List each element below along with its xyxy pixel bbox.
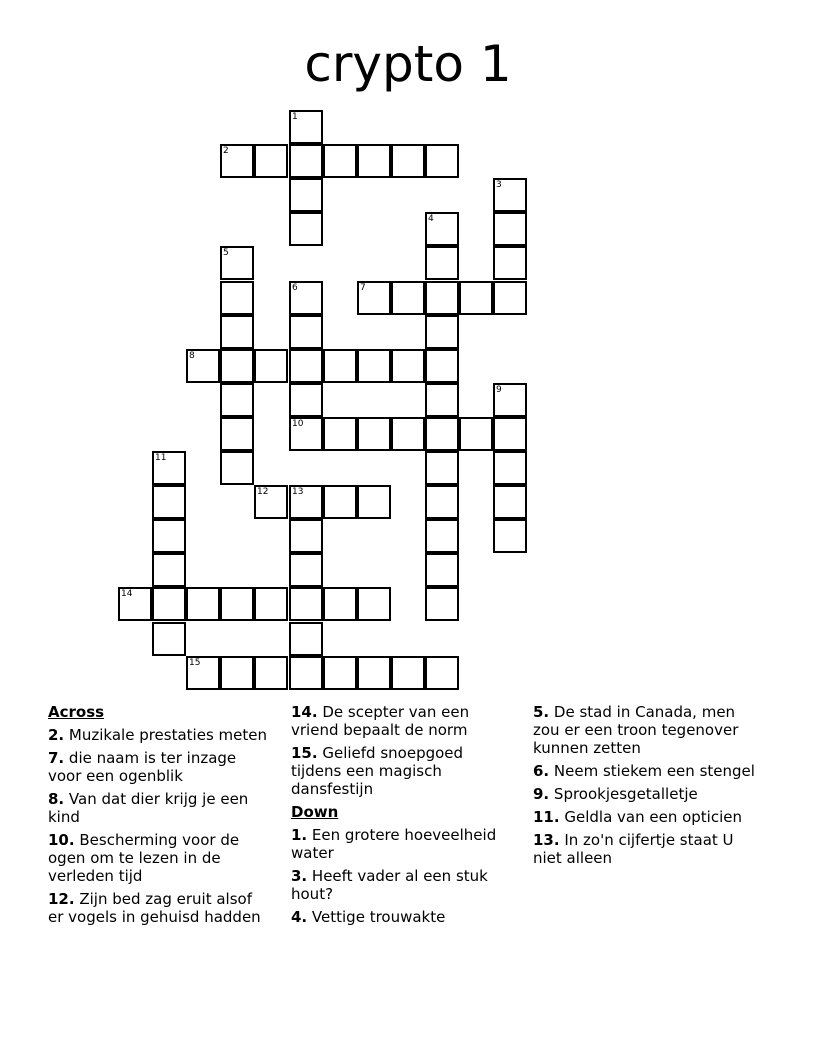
grid-cell[interactable] <box>323 144 357 178</box>
grid-cell[interactable] <box>220 383 254 417</box>
clue-number: 15. <box>291 744 318 762</box>
grid-cell[interactable] <box>118 587 152 621</box>
grid-cell[interactable] <box>425 144 459 178</box>
grid-cell[interactable] <box>323 349 357 383</box>
cell-number: 9 <box>496 385 502 395</box>
clue-down-9 <box>533 785 763 803</box>
grid-cell[interactable] <box>357 349 391 383</box>
clue-down-5 <box>533 703 763 757</box>
grid-cell[interactable] <box>289 553 323 587</box>
cell-number: 10 <box>292 419 304 429</box>
grid-cell[interactable] <box>425 212 459 246</box>
clue-number: 5. <box>533 703 550 721</box>
grid-cell[interactable] <box>289 178 323 212</box>
cell-number: 4 <box>428 214 434 224</box>
grid-cell[interactable] <box>493 178 527 212</box>
clue-number: 3. <box>291 867 308 885</box>
grid-cell[interactable] <box>493 417 527 451</box>
cell-number: 11 <box>155 453 167 463</box>
cell-number: 3 <box>496 180 502 190</box>
grid-cell[interactable] <box>323 417 357 451</box>
grid-cell[interactable] <box>459 417 493 451</box>
grid-cell[interactable] <box>493 383 527 417</box>
grid-cell[interactable] <box>186 349 220 383</box>
grid-cell[interactable] <box>357 281 391 315</box>
clue-number: 8. <box>48 790 65 808</box>
clue-across-2 <box>48 726 270 744</box>
grid-cell[interactable] <box>220 144 254 178</box>
across-heading: Across <box>48 703 105 721</box>
grid-cell[interactable] <box>391 417 425 451</box>
down-heading: Down <box>291 803 339 821</box>
cell-number: 5 <box>223 248 229 258</box>
cell-number: 12 <box>257 487 269 497</box>
clue-text: De scepter van een vriend bepaalt de norm <box>291 703 470 739</box>
grid-cell[interactable] <box>425 349 459 383</box>
grid-cell[interactable] <box>493 519 527 553</box>
grid-cell[interactable] <box>289 622 323 656</box>
clue-across-8 <box>48 790 270 826</box>
clue-number: 6. <box>533 762 550 780</box>
grid-cell[interactable] <box>391 144 425 178</box>
clue-down-3 <box>291 867 513 903</box>
clue-down-11 <box>533 808 763 826</box>
grid-cell[interactable] <box>289 417 323 451</box>
grid-cell[interactable] <box>220 417 254 451</box>
grid-cell[interactable] <box>220 587 254 621</box>
grid-cell[interactable] <box>425 553 459 587</box>
grid-cell[interactable] <box>459 281 493 315</box>
clue-number: 14. <box>291 703 318 721</box>
grid-cell[interactable] <box>357 144 391 178</box>
clue-across-14 <box>291 703 513 739</box>
clues-column-2 <box>291 703 513 931</box>
clue-text: De stad in Canada, men zou er een troon tegenover kunnen zetten <box>533 703 739 757</box>
grid-cell[interactable] <box>357 656 391 690</box>
grid-cell[interactable] <box>425 656 459 690</box>
grid-cell[interactable] <box>289 349 323 383</box>
grid-cell[interactable] <box>493 246 527 280</box>
grid-cell[interactable] <box>254 656 288 690</box>
clue-text: Van dat dier krijg je een kind <box>48 790 249 826</box>
grid-cell[interactable] <box>425 519 459 553</box>
grid-cell[interactable] <box>425 315 459 349</box>
grid-cell[interactable] <box>391 281 425 315</box>
grid-cell[interactable] <box>425 246 459 280</box>
clue-text: die naam is ter inzage voor een ogenblik <box>48 749 237 785</box>
clue-across-12 <box>48 890 270 926</box>
clue-number: 10. <box>48 831 75 849</box>
grid-cell[interactable] <box>220 281 254 315</box>
grid-cell[interactable] <box>357 485 391 519</box>
page-title: crypto 1 <box>304 35 512 93</box>
clue-down-13 <box>533 831 763 867</box>
grid-cell[interactable] <box>152 622 186 656</box>
grid-cell[interactable] <box>289 519 323 553</box>
cell-number: 6 <box>292 283 298 293</box>
grid-cell[interactable] <box>220 315 254 349</box>
grid-cell[interactable] <box>289 587 323 621</box>
grid-cell[interactable] <box>289 144 323 178</box>
clue-text: In zo'n cijfertje staat U niet alleen <box>533 831 734 867</box>
cell-number: 14 <box>121 589 133 599</box>
cell-number: 8 <box>189 351 195 361</box>
clue-text: Muzikale prestaties meten <box>68 726 267 744</box>
grid-cell[interactable] <box>289 383 323 417</box>
clue-across-7 <box>48 749 270 785</box>
grid-cell[interactable] <box>493 485 527 519</box>
grid-cell[interactable] <box>220 246 254 280</box>
clue-text: Bescherming voor de ogen om te lezen in de verleden tijd <box>48 831 240 885</box>
clue-text: Vettige trouwakte <box>311 908 446 926</box>
grid-cell[interactable] <box>254 349 288 383</box>
grid-cell[interactable] <box>152 587 186 621</box>
cell-number: 13 <box>292 487 304 497</box>
grid-cell[interactable] <box>425 587 459 621</box>
cell-number: 1 <box>292 112 298 122</box>
grid-cell[interactable] <box>323 587 357 621</box>
clues-column-1 <box>48 703 270 931</box>
grid-cell[interactable] <box>152 451 186 485</box>
clue-number: 2. <box>48 726 65 744</box>
clue-number: 9. <box>533 785 550 803</box>
cell-number: 7 <box>360 283 366 293</box>
clue-number: 7. <box>48 749 65 767</box>
clue-number: 1. <box>291 826 308 844</box>
grid-cell[interactable] <box>220 349 254 383</box>
grid-cell[interactable] <box>493 451 527 485</box>
grid-cell[interactable] <box>391 349 425 383</box>
grid-cell[interactable] <box>493 281 527 315</box>
grid-cell[interactable] <box>425 485 459 519</box>
cell-number: 15 <box>189 658 201 668</box>
clue-number: 4. <box>291 908 308 926</box>
grid-cell[interactable] <box>323 656 357 690</box>
clue-down-4 <box>291 908 513 926</box>
grid-cell[interactable] <box>493 212 527 246</box>
grid-cell[interactable] <box>289 656 323 690</box>
clue-text: Neem stiekem een stengel <box>553 762 755 780</box>
grid-cell[interactable] <box>254 587 288 621</box>
grid-cell[interactable] <box>254 144 288 178</box>
grid-cell[interactable] <box>254 485 288 519</box>
clue-down-1 <box>291 826 513 862</box>
grid-cell[interactable] <box>289 315 323 349</box>
clue-text: Geldla van een opticien <box>564 808 743 826</box>
clue-text: Geliefd snoepgoed tijdens een magisch dansfestijn <box>291 744 464 798</box>
grid-cell[interactable] <box>357 417 391 451</box>
grid-cell[interactable] <box>152 519 186 553</box>
grid-cell[interactable] <box>186 587 220 621</box>
clue-across-15 <box>291 744 513 798</box>
grid-cell[interactable] <box>391 656 425 690</box>
clue-across-10 <box>48 831 270 885</box>
grid-cell[interactable] <box>289 110 323 144</box>
grid-cell[interactable] <box>289 212 323 246</box>
grid-cell[interactable] <box>323 485 357 519</box>
clue-text: Sprookjesgetalletje <box>553 785 698 803</box>
clue-number: 12. <box>48 890 75 908</box>
grid-cell[interactable] <box>152 553 186 587</box>
clue-text: Heeft vader al een stuk hout? <box>291 867 488 903</box>
grid-cell[interactable] <box>220 656 254 690</box>
grid-cell[interactable] <box>425 417 459 451</box>
grid-cell[interactable] <box>289 485 323 519</box>
clue-text: Een grotere hoeveelheid water <box>291 826 497 862</box>
clue-number: 11. <box>533 808 560 826</box>
cell-number: 2 <box>223 146 229 156</box>
clue-text: Zijn bed zag eruit alsof er vogels in gehuisd hadden <box>48 890 261 926</box>
grid-cell[interactable] <box>289 281 323 315</box>
grid-cell[interactable] <box>220 451 254 485</box>
grid-cell[interactable] <box>425 383 459 417</box>
grid-cell[interactable] <box>425 281 459 315</box>
grid-cell[interactable] <box>357 587 391 621</box>
grid-cell[interactable] <box>186 656 220 690</box>
grid-cell[interactable] <box>425 451 459 485</box>
clues-column-3 <box>533 703 763 872</box>
grid-cell[interactable] <box>152 485 186 519</box>
clue-number: 13. <box>533 831 560 849</box>
clue-down-6 <box>533 762 763 780</box>
